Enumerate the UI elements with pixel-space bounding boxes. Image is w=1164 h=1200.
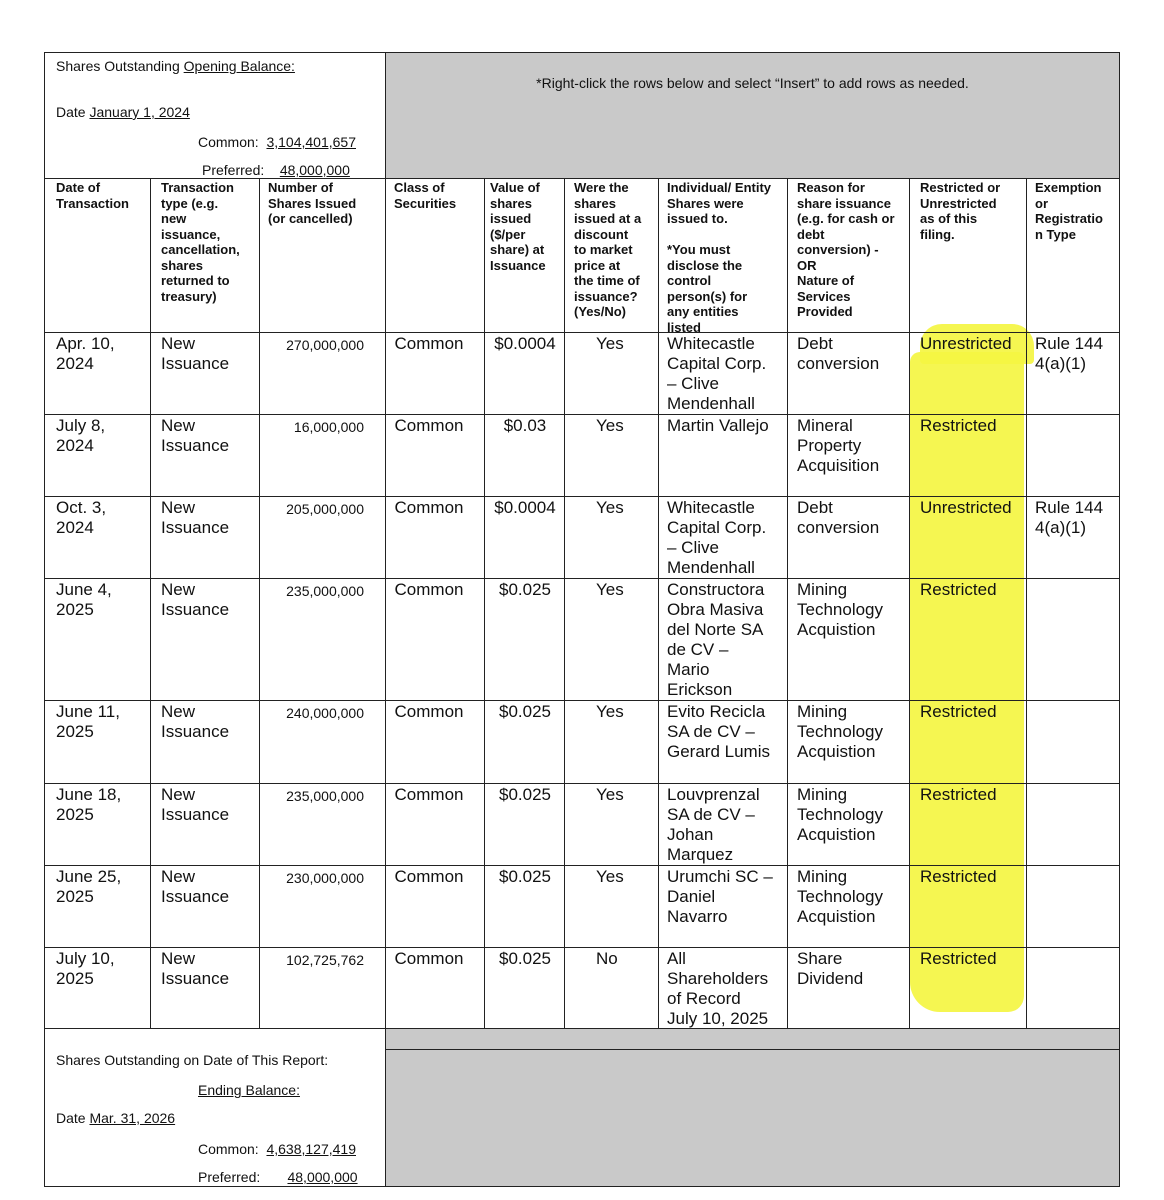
cell-date: June 18, 2025 xyxy=(56,785,122,824)
cell-type: New Issuance xyxy=(161,949,230,988)
opening-common: Common: 3,104,401,657 xyxy=(198,134,356,150)
header-class: Class of Securities xyxy=(394,180,457,211)
cell-entity: Whitecastle Capital Corp. – Clive Mendenhall xyxy=(667,334,767,413)
header-entity: Individual/ Entity Shares were issued to. *You must disclose the control person(s) for any entities listed xyxy=(667,180,772,335)
cell-value: $0.025 xyxy=(499,867,551,886)
note-gray-area xyxy=(385,53,1120,178)
cell-entity: Constructora Obra Masiva del Norte SA de CV – Mario Erickson xyxy=(667,580,765,699)
header-reason: Reason for share issuance (e.g. for cash or debt conversion) - OR Nature of Services Provided xyxy=(797,180,895,319)
cell-restricted: Restricted xyxy=(920,702,997,721)
cell-class: Common xyxy=(394,416,464,435)
cell-reason: Mining Technology Acquistion xyxy=(797,702,884,761)
bottom-gray-strip xyxy=(385,1029,1120,1049)
ending-gray-area xyxy=(385,1050,1120,1186)
cell-shares: 230,000,000 xyxy=(286,870,364,886)
cell-reason: Debt conversion xyxy=(797,334,880,373)
cell-shares: 205,000,000 xyxy=(286,501,364,517)
cell-class: Common xyxy=(394,867,464,886)
ending-balance-title: Shares Outstanding on Date of This Report: xyxy=(56,1052,329,1068)
cell-date: June 11, 2025 xyxy=(56,702,120,741)
cell-discount: Yes xyxy=(596,580,624,599)
cell-restricted: Restricted xyxy=(920,580,997,599)
cell-shares: 102,725,762 xyxy=(286,952,364,968)
cell-class: Common xyxy=(394,580,464,599)
cell-reason: Mining Technology Acquistion xyxy=(797,580,884,639)
insert-rows-note: *Right-click the rows below and select “Insert” to add rows as needed. xyxy=(536,75,969,91)
cell-shares: 235,000,000 xyxy=(286,583,364,599)
share-issuance-table xyxy=(44,52,1120,1187)
cell-class: Common xyxy=(394,949,464,968)
cell-reason: Share Dividend xyxy=(797,949,864,988)
cell-type: New Issuance xyxy=(161,416,230,455)
cell-reason: Mining Technology Acquistion xyxy=(797,785,884,844)
cell-value: $0.025 xyxy=(499,785,551,804)
cell-entity: Evito Recicla SA de CV – Gerard Lumis xyxy=(667,702,770,761)
cell-shares: 16,000,000 xyxy=(293,419,364,435)
cell-class: Common xyxy=(394,702,464,721)
header-value: Value of shares issued ($/per share) at Issuance xyxy=(490,180,546,273)
cell-type: New Issuance xyxy=(161,334,230,373)
cell-date: Oct. 3, 2024 xyxy=(56,498,107,537)
cell-discount: Yes xyxy=(596,334,624,353)
cell-restricted: Restricted xyxy=(920,867,997,886)
cell-shares: 270,000,000 xyxy=(286,337,364,353)
cell-type: New Issuance xyxy=(161,498,230,537)
cell-restricted: Unrestricted xyxy=(920,334,1012,353)
cell-class: Common xyxy=(394,334,464,353)
header-exemption: Exemption or Registratio n Type xyxy=(1035,180,1103,242)
cell-class: Common xyxy=(394,498,464,517)
cell-discount: Yes xyxy=(596,785,624,804)
cell-discount: Yes xyxy=(596,867,624,886)
cell-type: New Issuance xyxy=(161,867,230,906)
cell-entity: Louvprenzal SA de CV – Johan Marquez xyxy=(667,785,760,864)
header-discount: Were the shares issued at a discount to market price at the time of issuance? (Yes/No) xyxy=(574,180,642,319)
ending-preferred: Preferred: 48,000,000 xyxy=(198,1169,358,1185)
cell-discount: No xyxy=(596,949,618,968)
highlighter-mark-body xyxy=(910,352,1024,1012)
cell-discount: Yes xyxy=(596,498,624,517)
cell-value: $0.03 xyxy=(503,416,547,435)
cell-date: June 25, 2025 xyxy=(56,867,122,906)
cell-entity: All Shareholders of Record July 10, 2025 xyxy=(667,949,769,1028)
cell-value: $0.025 xyxy=(499,702,551,721)
header-restricted: Restricted or Unrestricted as of this filing. xyxy=(920,180,1001,242)
cell-value: $0.025 xyxy=(499,949,551,968)
cell-value: $0.0004 xyxy=(494,498,556,517)
cell-discount: Yes xyxy=(596,416,624,435)
header-type: Transaction type (e.g. new issuance, cancellation, shares returned to treasury) xyxy=(161,180,240,304)
cell-discount: Yes xyxy=(596,702,624,721)
cell-type: New Issuance xyxy=(161,702,230,741)
cell-reason: Mineral Property Acquisition xyxy=(797,416,880,475)
cell-value: $0.0004 xyxy=(494,334,556,353)
cell-restricted: Unrestricted xyxy=(920,498,1012,517)
opening-preferred: Preferred: 48,000,000 xyxy=(202,162,350,178)
cell-date: Apr. 10, 2024 xyxy=(56,334,115,373)
cell-reason: Mining Technology Acquistion xyxy=(797,867,884,926)
cell-date: July 8, 2024 xyxy=(56,416,106,455)
header-date: Date of Transaction xyxy=(56,180,129,211)
ending-date: Date Mar. 31, 2026 xyxy=(56,1110,176,1126)
cell-entity: Martin Vallejo xyxy=(667,416,769,435)
cell-value: $0.025 xyxy=(499,580,551,599)
cell-date: July 10, 2025 xyxy=(56,949,115,988)
cell-entity: Whitecastle Capital Corp. – Clive Mendenhall xyxy=(667,498,767,577)
opening-date: Date January 1, 2024 xyxy=(56,104,190,120)
ending-balance-subtitle: Ending Balance: xyxy=(198,1082,300,1098)
cell-exemption: Rule 144 4(a)(1) xyxy=(1035,334,1104,373)
cell-shares: 240,000,000 xyxy=(286,705,364,721)
opening-balance-title: Shares Outstanding Opening Balance: xyxy=(56,58,295,74)
header-shares: Number of Shares Issued (or cancelled) xyxy=(268,180,357,226)
cell-date: June 4, 2025 xyxy=(56,580,112,619)
cell-exemption: Rule 144 4(a)(1) xyxy=(1035,498,1104,537)
cell-entity: Urumchi SC – Daniel Navarro xyxy=(667,867,773,926)
cell-restricted: Restricted xyxy=(920,416,997,435)
cell-restricted: Restricted xyxy=(920,785,997,804)
cell-class: Common xyxy=(394,785,464,804)
cell-reason: Debt conversion xyxy=(797,498,880,537)
cell-type: New Issuance xyxy=(161,785,230,824)
cell-type: New Issuance xyxy=(161,580,230,619)
cell-restricted: Restricted xyxy=(920,949,997,968)
ending-common: Common: 4,638,127,419 xyxy=(198,1141,356,1157)
cell-shares: 235,000,000 xyxy=(286,788,364,804)
